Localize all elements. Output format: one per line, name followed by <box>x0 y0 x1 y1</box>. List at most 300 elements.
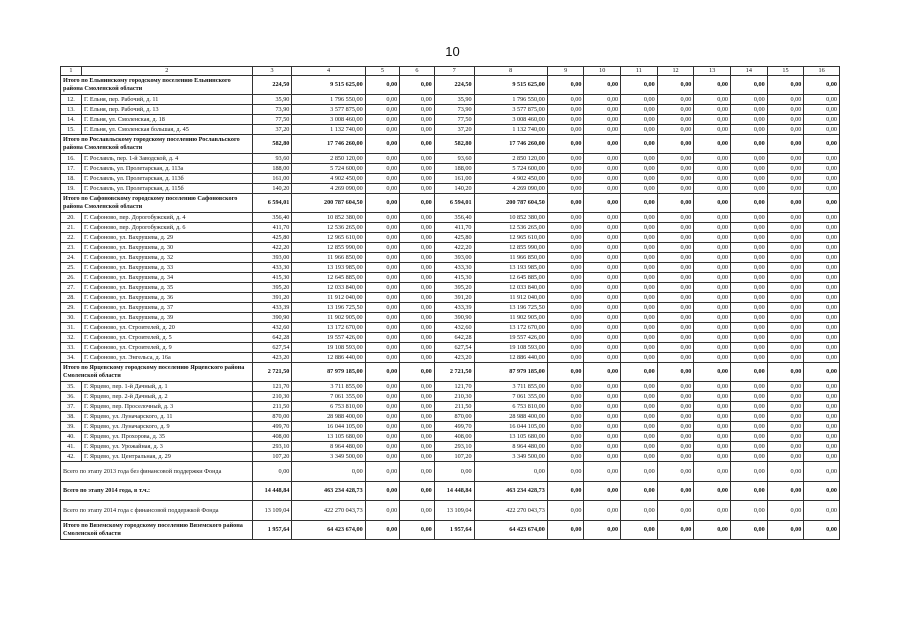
value-cell: 0,00 <box>657 243 694 253</box>
value-cell: 0,00 <box>804 462 840 482</box>
value-cell: 73,90 <box>252 105 292 115</box>
value-cell: 13 196 725,50 <box>292 303 365 313</box>
value-cell: 0,00 <box>767 482 804 501</box>
value-cell: 0,00 <box>621 363 658 382</box>
table-row <box>61 105 840 115</box>
value-cell: 28 988 400,00 <box>292 412 365 422</box>
table-row <box>61 223 840 233</box>
subtotal-label: Всего по этапу 2014 года, в т.ч.: <box>61 482 253 501</box>
subtotal-label: Итого по Ярцевскому городскому поселению Ярцевского района Смоленской области <box>61 363 253 382</box>
value-cell: 423,20 <box>252 353 292 363</box>
value-cell: 0,00 <box>731 115 768 125</box>
value-cell: 0,00 <box>621 213 658 223</box>
value-cell: 395,20 <box>434 283 474 293</box>
value-cell: 0,00 <box>547 95 584 105</box>
value-cell: 463 234 428,73 <box>292 482 365 501</box>
value-cell: 0,00 <box>767 343 804 353</box>
value-cell: 422,20 <box>252 243 292 253</box>
value-cell: 188,00 <box>252 164 292 174</box>
value-cell: 188,00 <box>434 164 474 174</box>
row-number: 13. <box>61 105 82 115</box>
value-cell: 13 193 985,00 <box>292 263 365 273</box>
table-row <box>61 95 840 105</box>
value-cell: 13 105 680,00 <box>292 432 365 442</box>
table-row <box>61 323 840 333</box>
value-cell: 627,54 <box>252 343 292 353</box>
value-cell: 0,00 <box>657 223 694 233</box>
value-cell: 0,00 <box>621 135 658 154</box>
value-cell: 0,00 <box>400 313 435 323</box>
value-cell: 0,00 <box>547 382 584 392</box>
value-cell: 0,00 <box>584 442 621 452</box>
value-cell: 11 966 850,00 <box>474 253 547 263</box>
value-cell: 0,00 <box>694 343 731 353</box>
value-cell: 0,00 <box>657 432 694 442</box>
column-header: 10 <box>584 67 621 76</box>
value-cell: 0,00 <box>694 125 731 135</box>
value-cell: 0,00 <box>694 402 731 412</box>
value-cell: 35,90 <box>252 95 292 105</box>
row-number: 30. <box>61 313 82 323</box>
value-cell: 19 108 593,00 <box>474 343 547 353</box>
row-number: 31. <box>61 323 82 333</box>
table-row <box>61 343 840 353</box>
value-cell: 0,00 <box>621 353 658 363</box>
value-cell: 0,00 <box>767 363 804 382</box>
value-cell: 0,00 <box>657 76 694 95</box>
value-cell: 0,00 <box>657 283 694 293</box>
table-row <box>61 164 840 174</box>
value-cell: 0,00 <box>400 125 435 135</box>
value-cell: 0,00 <box>584 412 621 422</box>
value-cell: 422 270 043,73 <box>474 501 547 521</box>
value-cell: 0,00 <box>547 452 584 462</box>
column-header: 16 <box>804 67 840 76</box>
value-cell: 0,00 <box>767 333 804 343</box>
value-cell: 9 515 625,00 <box>474 76 547 95</box>
value-cell: 0,00 <box>621 223 658 233</box>
value-cell: 0,00 <box>547 76 584 95</box>
value-cell: 422,20 <box>434 243 474 253</box>
value-cell: 393,00 <box>434 253 474 263</box>
value-cell: 0,00 <box>694 115 731 125</box>
value-cell: 0,00 <box>657 184 694 194</box>
value-cell: 0,00 <box>804 233 840 243</box>
value-cell: 0,00 <box>621 154 658 164</box>
value-cell: 0,00 <box>731 462 768 482</box>
row-number: 16. <box>61 154 82 164</box>
column-header: 6 <box>400 67 435 76</box>
value-cell: 0,00 <box>694 253 731 263</box>
value-cell: 12 536 265,00 <box>292 223 365 233</box>
value-cell: 0,00 <box>584 501 621 521</box>
value-cell: 356,40 <box>252 213 292 223</box>
address-cell: Г. Ярцево, пер. 2-й Дачный, д. 2 <box>81 392 252 402</box>
value-cell: 0,00 <box>694 154 731 164</box>
value-cell: 422 270 043,73 <box>292 501 365 521</box>
value-cell: 0,00 <box>584 174 621 184</box>
value-cell: 0,00 <box>657 115 694 125</box>
value-cell: 0,00 <box>365 501 400 521</box>
value-cell: 0,00 <box>804 363 840 382</box>
value-cell: 0,00 <box>621 243 658 253</box>
value-cell: 0,00 <box>584 462 621 482</box>
subtotal-label: Итого по Рославльскому городскому поселению Рославльского района Смоленской области <box>61 135 253 154</box>
value-cell: 0,00 <box>400 442 435 452</box>
value-cell: 0,00 <box>657 233 694 243</box>
address-cell: Г. Сафоново, ул. Вахрушева, д. 37 <box>81 303 252 313</box>
value-cell: 0,00 <box>365 452 400 462</box>
value-cell: 433,39 <box>252 303 292 313</box>
value-cell: 0,00 <box>694 293 731 303</box>
value-cell: 0,00 <box>400 184 435 194</box>
value-cell: 0,00 <box>657 263 694 273</box>
value-cell: 0,00 <box>365 154 400 164</box>
value-cell: 0,00 <box>474 462 547 482</box>
value-cell: 3 577 875,00 <box>292 105 365 115</box>
value-cell: 0,00 <box>621 412 658 422</box>
value-cell: 0,00 <box>767 323 804 333</box>
value-cell: 0,00 <box>694 95 731 105</box>
value-cell: 0,00 <box>767 442 804 452</box>
value-cell: 433,30 <box>434 263 474 273</box>
address-cell: Г. Сафоново, ул. Строителей, д. 5 <box>81 333 252 343</box>
address-cell: Г. Ярцево, пер. Проселочный, д. 3 <box>81 402 252 412</box>
value-cell: 200 787 604,50 <box>474 194 547 213</box>
value-cell: 0,00 <box>767 184 804 194</box>
value-cell: 463 234 428,73 <box>474 482 547 501</box>
row-number: 19. <box>61 184 82 194</box>
value-cell: 0,00 <box>694 521 731 540</box>
address-cell: Г. Сафоново, ул. Вахрушева, д. 39 <box>81 313 252 323</box>
value-cell: 2 850 120,00 <box>474 154 547 164</box>
value-cell: 0,00 <box>547 125 584 135</box>
value-cell: 0,00 <box>400 482 435 501</box>
value-cell: 3 008 460,00 <box>474 115 547 125</box>
value-cell: 2 721,50 <box>252 363 292 382</box>
value-cell: 0,00 <box>584 363 621 382</box>
column-header: 5 <box>365 67 400 76</box>
value-cell: 0,00 <box>584 482 621 501</box>
table-row <box>61 422 840 432</box>
address-cell: Г. Рославль, ул. Пролетарская, д. 115б <box>81 184 252 194</box>
value-cell: 0,00 <box>694 501 731 521</box>
table-row <box>61 273 840 283</box>
value-cell: 0,00 <box>804 223 840 233</box>
value-cell: 0,00 <box>547 333 584 343</box>
table-row <box>61 432 840 442</box>
value-cell: 0,00 <box>767 194 804 213</box>
address-cell: Г. Ельня, пер. Рабочий, д. 11 <box>81 95 252 105</box>
value-cell: 0,00 <box>804 382 840 392</box>
value-cell: 0,00 <box>365 213 400 223</box>
value-cell: 0,00 <box>767 303 804 313</box>
value-cell: 0,00 <box>365 283 400 293</box>
value-cell: 0,00 <box>804 283 840 293</box>
value-cell: 4 269 090,00 <box>292 184 365 194</box>
address-cell: Г. Ельня, пер. Рабочий, д. 13 <box>81 105 252 115</box>
value-cell: 0,00 <box>767 233 804 243</box>
value-cell: 0,00 <box>584 313 621 323</box>
table-row <box>61 233 840 243</box>
value-cell: 0,00 <box>365 382 400 392</box>
address-cell: Г. Ярцево, ул. Урожайная, д. 3 <box>81 442 252 452</box>
value-cell: 0,00 <box>621 164 658 174</box>
value-cell: 0,00 <box>621 501 658 521</box>
value-cell: 12 965 610,00 <box>474 233 547 243</box>
value-cell: 0,00 <box>731 303 768 313</box>
value-cell: 0,00 <box>365 412 400 422</box>
subtotal-row <box>61 521 840 540</box>
value-cell: 0,00 <box>657 194 694 213</box>
value-cell: 0,00 <box>804 353 840 363</box>
column-header: 14 <box>731 67 768 76</box>
value-cell: 0,00 <box>694 313 731 323</box>
address-cell: Г. Ярцево, ул. Луначарского, д. 9 <box>81 422 252 432</box>
value-cell: 0,00 <box>547 363 584 382</box>
value-cell: 12 536 265,00 <box>474 223 547 233</box>
value-cell: 0,00 <box>767 115 804 125</box>
value-cell: 3 577 875,00 <box>474 105 547 115</box>
value-cell: 0,00 <box>584 343 621 353</box>
table-row <box>61 382 840 392</box>
value-cell: 0,00 <box>804 164 840 174</box>
address-cell: Г. Сафоново, пер. Дорогобужский, д. 4 <box>81 213 252 223</box>
value-cell: 0,00 <box>731 263 768 273</box>
value-cell: 0,00 <box>621 521 658 540</box>
value-cell: 0,00 <box>694 213 731 223</box>
value-cell: 0,00 <box>400 105 435 115</box>
value-cell: 0,00 <box>584 154 621 164</box>
value-cell: 6 594,01 <box>252 194 292 213</box>
value-cell: 4 269 090,00 <box>474 184 547 194</box>
value-cell: 0,00 <box>365 95 400 105</box>
address-cell: Г. Рославль, пер. 1-й Заводской, д. 4 <box>81 154 252 164</box>
value-cell: 0,00 <box>657 303 694 313</box>
value-cell: 0,00 <box>547 501 584 521</box>
value-cell: 870,00 <box>434 412 474 422</box>
value-cell: 0,00 <box>657 452 694 462</box>
value-cell: 0,00 <box>804 135 840 154</box>
value-cell: 0,00 <box>731 422 768 432</box>
value-cell: 0,00 <box>400 293 435 303</box>
value-cell: 0,00 <box>365 76 400 95</box>
value-cell: 0,00 <box>694 392 731 402</box>
value-cell: 0,00 <box>400 452 435 462</box>
value-cell: 415,30 <box>252 273 292 283</box>
value-cell: 0,00 <box>804 213 840 223</box>
value-cell: 0,00 <box>731 164 768 174</box>
address-cell: Г. Сафоново, ул. Вахрушева, д. 33 <box>81 263 252 273</box>
row-number: 17. <box>61 164 82 174</box>
value-cell: 0,00 <box>547 482 584 501</box>
value-cell: 0,00 <box>365 105 400 115</box>
value-cell: 0,00 <box>731 501 768 521</box>
value-cell: 0,00 <box>694 184 731 194</box>
value-cell: 0,00 <box>584 273 621 283</box>
value-cell: 0,00 <box>694 263 731 273</box>
value-cell: 11 902 905,00 <box>292 313 365 323</box>
value-cell: 356,40 <box>434 213 474 223</box>
table-row <box>61 283 840 293</box>
value-cell: 0,00 <box>804 273 840 283</box>
value-cell: 0,00 <box>400 462 435 482</box>
value-cell: 0,00 <box>767 223 804 233</box>
table-row <box>61 213 840 223</box>
row-number: 21. <box>61 223 82 233</box>
value-cell: 4 902 450,00 <box>292 174 365 184</box>
value-cell: 0,00 <box>694 303 731 313</box>
value-cell: 0,00 <box>365 194 400 213</box>
value-cell: 0,00 <box>584 303 621 313</box>
value-cell: 3 711 855,00 <box>292 382 365 392</box>
value-cell: 0,00 <box>694 105 731 115</box>
value-cell: 87 979 185,00 <box>474 363 547 382</box>
value-cell: 0,00 <box>547 323 584 333</box>
value-cell: 0,00 <box>767 154 804 164</box>
value-cell: 107,20 <box>434 452 474 462</box>
value-cell: 0,00 <box>547 432 584 442</box>
value-cell: 0,00 <box>547 422 584 432</box>
value-cell: 0,00 <box>584 164 621 174</box>
value-cell: 423,20 <box>434 353 474 363</box>
value-cell: 0,00 <box>365 333 400 343</box>
value-cell: 293,10 <box>434 442 474 452</box>
row-number: 23. <box>61 243 82 253</box>
value-cell: 0,00 <box>400 164 435 174</box>
value-cell: 0,00 <box>621 452 658 462</box>
address-cell: Г. Сафоново, ул. Вахрушева, д. 34 <box>81 273 252 283</box>
value-cell: 0,00 <box>547 283 584 293</box>
value-cell: 0,00 <box>657 125 694 135</box>
value-cell: 6 753 810,00 <box>474 402 547 412</box>
value-cell: 1 796 550,00 <box>474 95 547 105</box>
value-cell: 1 957,64 <box>252 521 292 540</box>
subtotal-label: Всего по этапу 2014 года с финансовой поддержкой Фонда <box>61 501 253 521</box>
row-number: 39. <box>61 422 82 432</box>
value-cell: 0,00 <box>584 253 621 263</box>
value-cell: 0,00 <box>621 194 658 213</box>
row-number: 22. <box>61 233 82 243</box>
value-cell: 0,00 <box>731 392 768 402</box>
value-cell: 140,20 <box>252 184 292 194</box>
value-cell: 35,90 <box>434 95 474 105</box>
value-cell: 28 988 400,00 <box>474 412 547 422</box>
value-cell: 0,00 <box>400 382 435 392</box>
value-cell: 0,00 <box>694 273 731 283</box>
value-cell: 0,00 <box>767 273 804 283</box>
value-cell: 0,00 <box>584 135 621 154</box>
value-cell: 0,00 <box>621 313 658 323</box>
value-cell: 0,00 <box>434 462 474 482</box>
value-cell: 0,00 <box>584 213 621 223</box>
value-cell: 395,20 <box>252 283 292 293</box>
row-number: 29. <box>61 303 82 313</box>
value-cell: 0,00 <box>365 263 400 273</box>
value-cell: 77,50 <box>434 115 474 125</box>
value-cell: 13 172 670,00 <box>292 323 365 333</box>
value-cell: 0,00 <box>804 452 840 462</box>
value-cell: 0,00 <box>547 521 584 540</box>
value-cell: 0,00 <box>547 402 584 412</box>
value-cell: 0,00 <box>657 253 694 263</box>
value-cell: 0,00 <box>400 253 435 263</box>
value-cell: 6 753 810,00 <box>292 402 365 412</box>
value-cell: 0,00 <box>731 293 768 303</box>
value-cell: 0,00 <box>584 194 621 213</box>
value-cell: 0,00 <box>767 293 804 303</box>
value-cell: 0,00 <box>547 313 584 323</box>
value-cell: 200 787 604,50 <box>292 194 365 213</box>
value-cell: 0,00 <box>621 174 658 184</box>
value-cell: 0,00 <box>804 392 840 402</box>
value-cell: 0,00 <box>621 303 658 313</box>
value-cell: 0,00 <box>547 243 584 253</box>
row-number: 34. <box>61 353 82 363</box>
value-cell: 393,00 <box>252 253 292 263</box>
value-cell: 0,00 <box>584 243 621 253</box>
value-cell: 0,00 <box>365 303 400 313</box>
row-number: 20. <box>61 213 82 223</box>
value-cell: 0,00 <box>547 253 584 263</box>
value-cell: 0,00 <box>694 422 731 432</box>
value-cell: 211,50 <box>434 402 474 412</box>
row-number: 41. <box>61 442 82 452</box>
value-cell: 14 448,84 <box>252 482 292 501</box>
value-cell: 0,00 <box>767 452 804 462</box>
table-row <box>61 174 840 184</box>
row-number: 28. <box>61 293 82 303</box>
value-cell: 0,00 <box>731 412 768 422</box>
value-cell: 0,00 <box>400 273 435 283</box>
table-row <box>61 154 840 164</box>
value-cell: 1 132 740,00 <box>292 125 365 135</box>
value-cell: 0,00 <box>584 283 621 293</box>
column-header: 11 <box>621 67 658 76</box>
value-cell: 0,00 <box>400 343 435 353</box>
value-cell: 0,00 <box>804 402 840 412</box>
value-cell: 0,00 <box>365 402 400 412</box>
value-cell: 0,00 <box>400 223 435 233</box>
value-cell: 224,50 <box>252 76 292 95</box>
value-cell: 2 721,50 <box>434 363 474 382</box>
value-cell: 0,00 <box>365 164 400 174</box>
address-cell: Г. Рославль, ул. Пролетарская, д. 113б <box>81 174 252 184</box>
value-cell: 1 796 550,00 <box>292 95 365 105</box>
value-cell: 0,00 <box>767 313 804 323</box>
value-cell: 0,00 <box>694 442 731 452</box>
value-cell: 161,00 <box>434 174 474 184</box>
value-cell: 0,00 <box>657 422 694 432</box>
row-number: 14. <box>61 115 82 125</box>
column-header: 12 <box>657 67 694 76</box>
value-cell: 0,00 <box>731 363 768 382</box>
value-cell: 0,00 <box>694 432 731 442</box>
value-cell: 14 448,84 <box>434 482 474 501</box>
value-cell: 0,00 <box>731 382 768 392</box>
value-cell: 0,00 <box>767 382 804 392</box>
value-cell: 13 109,04 <box>434 501 474 521</box>
value-cell: 0,00 <box>400 363 435 382</box>
value-cell: 0,00 <box>365 115 400 125</box>
value-cell: 0,00 <box>804 412 840 422</box>
table-row <box>61 353 840 363</box>
value-cell: 0,00 <box>731 313 768 323</box>
value-cell: 0,00 <box>584 402 621 412</box>
value-cell: 8 964 480,00 <box>292 442 365 452</box>
value-cell: 0,00 <box>657 154 694 164</box>
table-row <box>61 184 840 194</box>
